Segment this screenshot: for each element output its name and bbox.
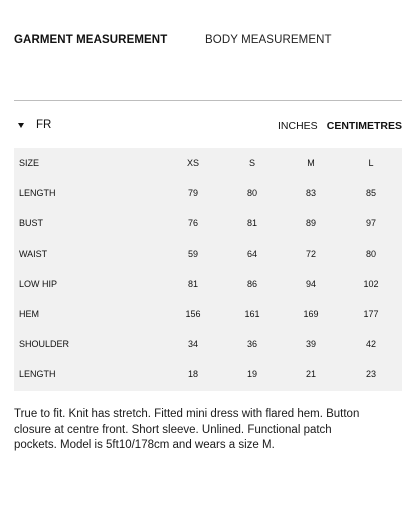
table-cell: 156: [185, 309, 201, 319]
region-select[interactable]: [14, 119, 51, 131]
table-cell: M: [307, 158, 315, 168]
row-label: BUST: [19, 218, 44, 228]
table-cell: 85: [365, 188, 377, 198]
unit-inches-toggle[interactable]: INCHES: [278, 120, 318, 132]
table-cell: 80: [365, 249, 377, 259]
row-label: HEM: [19, 309, 39, 319]
unit-centimetres-toggle[interactable]: CENTIMETRES: [326, 120, 402, 132]
table-row: [14, 269, 402, 299]
table-cell: 169: [303, 309, 319, 319]
table-cell: 19: [246, 369, 258, 379]
table-cell: 34: [187, 339, 199, 349]
row-label: WAIST: [19, 249, 48, 259]
tab-garment-measurement[interactable]: GARMENT MEASUREMENT: [14, 34, 168, 46]
table-row: [14, 299, 402, 329]
table-cell: 97: [365, 218, 377, 228]
table-cell: 18: [187, 369, 199, 379]
table-cell: 80: [246, 188, 258, 198]
table-cell: 36: [246, 339, 258, 349]
table-cell: 21: [305, 369, 317, 379]
table-cell: 86: [246, 279, 258, 289]
table-cell: 83: [305, 188, 317, 198]
divider: [14, 100, 402, 101]
table-cell: 94: [305, 279, 317, 289]
table-row: [14, 148, 402, 178]
table-row: [14, 329, 402, 359]
table-cell: 42: [365, 339, 377, 349]
region-label: FR: [36, 119, 52, 131]
product-description: True to fit. Knit has stretch. Fitted mini dress with flared hem. Button closure at centre front. Short sleeve. Unlined. Functional patch pockets. Model is 5ft10/178cm and wears a size M.: [14, 408, 360, 451]
tab-body-measurement[interactable]: BODY MEASUREMENT: [205, 34, 332, 46]
table-row: [14, 359, 402, 389]
table-cell: 161: [244, 309, 260, 319]
row-label: LENGTH: [19, 369, 56, 379]
table-cell: 177: [363, 309, 379, 319]
table-cell: 81: [246, 218, 258, 228]
table-cell: 89: [305, 218, 317, 228]
table-cell: S: [248, 158, 256, 168]
table-row: [14, 239, 402, 269]
table-cell: 59: [187, 249, 199, 259]
table-cell: L: [368, 158, 374, 168]
table-cell: 39: [305, 339, 317, 349]
table-row: [14, 178, 402, 208]
size-table: [14, 148, 402, 391]
table-cell: 23: [365, 369, 377, 379]
table-row: [14, 208, 402, 238]
size-controls: [14, 119, 402, 135]
table-cell: 81: [187, 279, 199, 289]
row-label: LOW HIP: [19, 279, 58, 289]
measurement-tabs: [14, 34, 402, 50]
row-label: LENGTH: [19, 188, 56, 198]
row-label: SHOULDER: [19, 339, 70, 349]
table-cell: 76: [187, 218, 199, 228]
table-cell: XS: [186, 158, 200, 168]
row-label: SIZE: [19, 158, 40, 168]
table-cell: 64: [246, 249, 258, 259]
table-cell: 72: [305, 249, 317, 259]
caret-down-icon: [18, 123, 24, 128]
table-cell: 79: [187, 188, 199, 198]
table-cell: 102: [363, 279, 379, 289]
